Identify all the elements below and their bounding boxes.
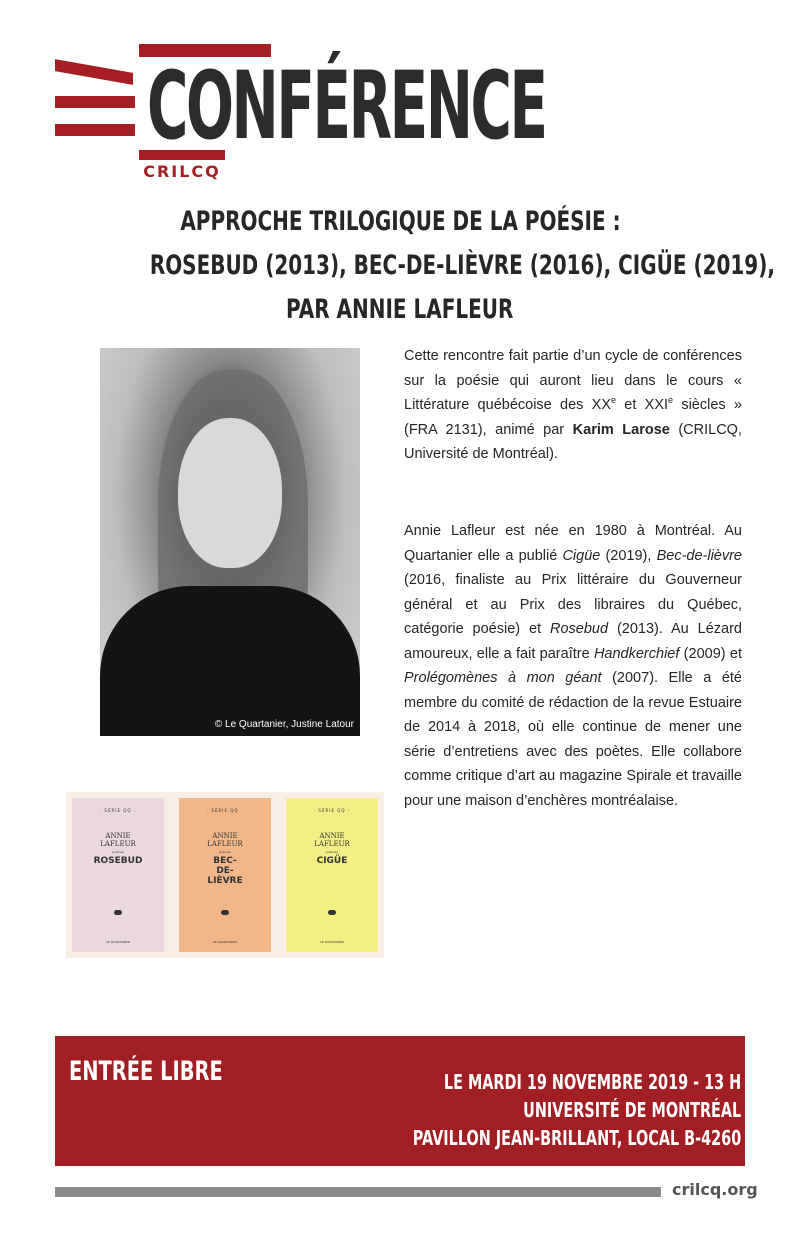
free-entry-label: ENTRÉE LIBRE [69,1056,223,1087]
boar-icon [221,910,229,915]
host-name: Karim Larose [572,421,670,438]
logo-wordmark: CONFÉRENCE [147,52,546,161]
title-line-1: APPROCHE TRILOGIQUE DE LA POÉSIE : [179,206,621,237]
book-covers [66,792,384,958]
event-venue: UNIVERSITÉ DE MONTRÉAL [522,1098,741,1122]
bio-paragraph: Annie Lafleur est née en 1980 à Montréal. Au Quartanier elle a publié Cigüe (2019), Bec-de-lièvre (2016, finaliste au Prix littéraire du Gouverneur général et au Prix des libraires du Québec, catégorie poésie) et Rosebud (2013). Au Lézard amoureux, elle a fait paraître Handkerchief (2009) et Prolégomènes à mon géant (2007). Elle a été membre du comité de rédaction de la revue Estuaire de 2014 à 2018, où elle continue de mener une série d’entretiens avec des poètes. Elle collabore comme critique d’art au magazine Spirale et travaille pour une maison d’enchères montréalaise. [404,523,742,809]
portrait-face [178,418,282,568]
conference-logo [55,44,546,184]
event-title [40,200,775,332]
event-room: PAVILLON JEAN-BRILLANT, LOCAL B-4260 [412,1126,741,1150]
speaker-portrait [100,348,360,736]
logo-subtitle: CRILCQ [143,162,221,181]
logo-stripe-2 [55,96,135,108]
book-cover-cigue: · SÉRIE QQ · ANNIE LAFLEUR poèmes CIGÜE LE QUARTANIER [286,798,378,952]
event-details [285,1068,741,1152]
title-line-2: ROSEBUD (2013), BEC-DE-LIÈVRE (2016), CIGÜE (2019), [149,250,775,281]
photo-credit: © Le Quartanier, Justine Latour [214,719,354,730]
footer-divider [55,1187,661,1197]
book-cover-bec-de-lievre: · SÉRIE QQ · ANNIE LAFLEUR poèmes BEC- DE- LIÈVRE LE QUARTANIER [179,798,271,952]
title-line-3: PAR ANNIE LAFLEUR [286,294,514,325]
book-cover-rosebud: · SÉRIE QQ · ANNIE LAFLEUR poèmes ROSEBUD LE QUARTANIER [72,798,164,952]
boar-icon [328,910,336,915]
event-info-banner [55,1036,745,1166]
boar-icon [114,910,122,915]
logo-stripe-3 [55,124,135,136]
event-date: LE MARDI 19 NOVEMBRE 2019 - 13 H [443,1070,741,1094]
intro-paragraph: Cette rencontre fait partie d’un cycle de conférences sur la poésie qui auront lieu dans le cours « Littérature québécoise des XXe et XXIe siècles » (FRA 2131), animé par Karim Larose (CRILCQ, Université de Montréal). [404,348,742,462]
portrait-shirt [100,586,360,736]
website-link[interactable]: crilcq.org [672,1180,758,1199]
logo-stripe-1 [55,59,133,85]
